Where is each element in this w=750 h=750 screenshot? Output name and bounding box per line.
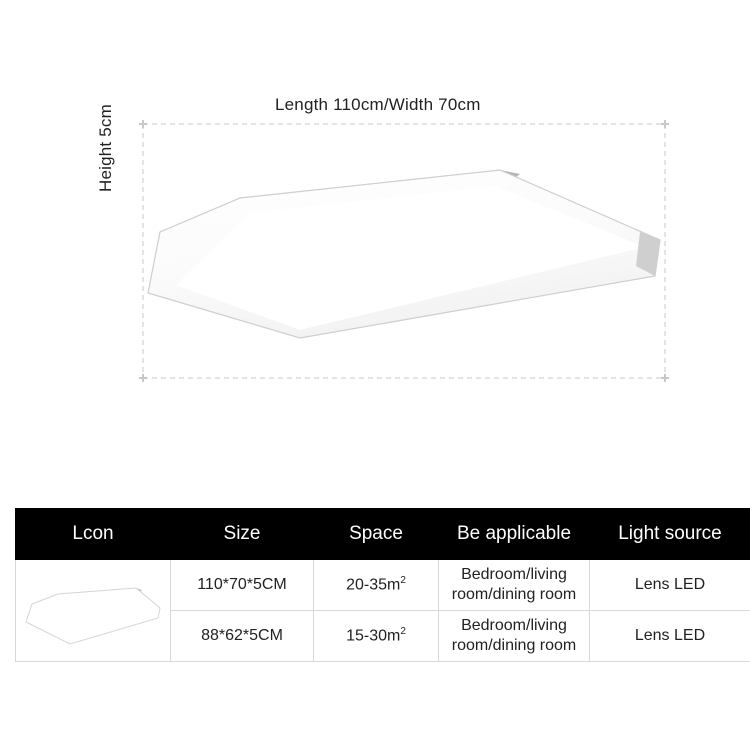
applicable-line-2: room/dining room (451, 637, 577, 654)
cell-light-source: Lens LED (590, 611, 750, 662)
cell-space-unit: m (387, 576, 401, 594)
ceiling-lamp-panel-thumb-icon (18, 560, 168, 656)
cell-size: 88*62*5CM (171, 611, 314, 662)
header-light-source: Light source (590, 509, 750, 560)
cell-space-exponent: 2 (400, 626, 406, 638)
cell-applicable (439, 611, 590, 662)
table-header-row (16, 509, 750, 560)
height-dimension-label: Height 5cm (96, 104, 115, 192)
table-row (16, 560, 750, 611)
header-space: Space (314, 509, 439, 560)
row-icon-cell (16, 560, 171, 662)
cell-space-value: 20-35 (346, 576, 388, 594)
cell-space-exponent: 2 (400, 575, 406, 587)
cell-light-source: Lens LED (590, 560, 750, 611)
cell-space (314, 560, 439, 611)
cell-size: 110*70*5CM (171, 560, 314, 611)
applicable-line-1: Bedroom/living (461, 617, 567, 634)
cell-space-unit: m (387, 627, 401, 645)
header-size: Size (171, 509, 314, 560)
applicable-line-1: Bedroom/living (461, 566, 567, 583)
ceiling-lamp-panel-illustration (148, 170, 660, 338)
length-dimension-label: Length 110cm/Width 70cm (275, 95, 481, 114)
header-be-applicable: Be applicable (439, 509, 590, 560)
applicable-line-2: room/dining room (451, 586, 577, 603)
cell-applicable (439, 560, 590, 611)
header-icon: Lcon (16, 509, 171, 560)
cell-space (314, 611, 439, 662)
cell-space-value: 15-30 (346, 627, 388, 645)
specification-table (15, 508, 750, 662)
